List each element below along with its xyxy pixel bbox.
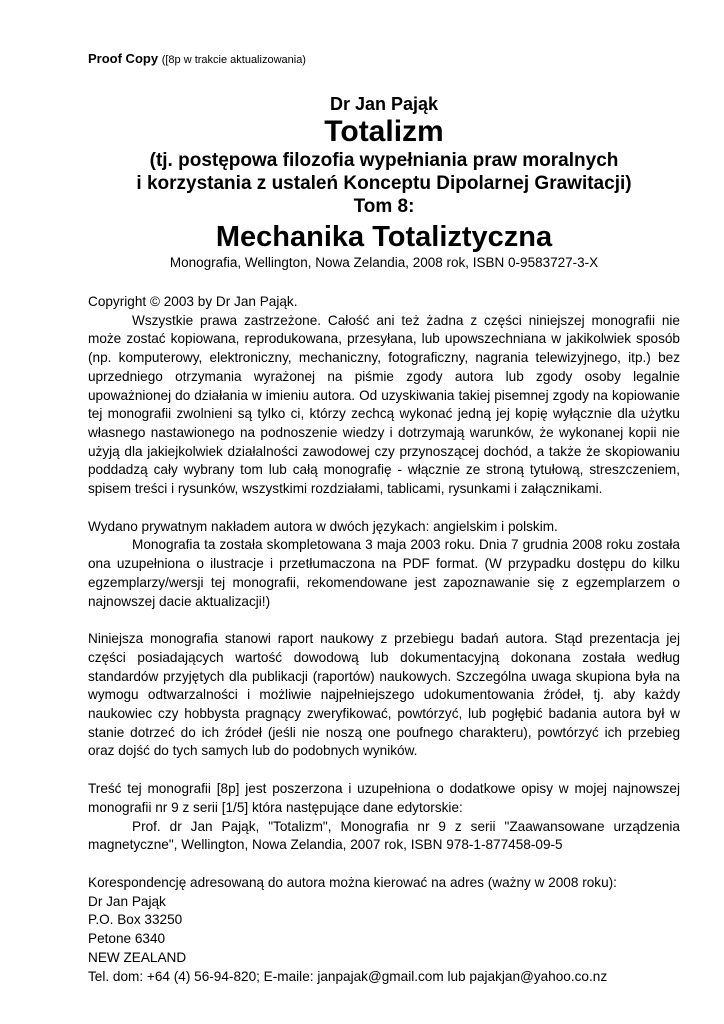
author-name: Dr Jan Pająk bbox=[329, 94, 439, 114]
report-paragraph: Niniejsza monografia stanowi raport naukowy z przebiegu badań autora. Stąd prezentacja jej części posiadających wartość dowodową lub dokumentacyjną dokonana została według standardów przyjętych dla publikacji (raportów) naukowych. Szczególna uwaga skupiona była na wymogu odtwarzalności i możliwie najpełniejszego udokumentowania źródeł, tj. aby każdy naukowiec czy hobbysta pragnący zweryfikować, powtórzyć, lub pogłębić badania autora był w stanie dotrzeć do ich źródeł (jeśli nie noszą one poufnego charakteru), powtórzyć ich przebieg oraz dojść do tych samych lub do podobnych wyników. bbox=[88, 631, 680, 759]
proof-copy-header bbox=[88, 50, 680, 69]
extension-citation: Prof. dr Jan Pająk, "Totalizm", Monografia nr 9 z serii "Zaawansowane urządzenia magnetyczne", Wellington, Nowa Zelandia, 2007 rok, ISBN 978-1-877458-09-5 bbox=[88, 818, 680, 853]
contact-city: Petone 6340 bbox=[88, 931, 166, 947]
publication-info: Monografia, Wellington, Nowa Zelandia, 2008 rok, ISBN 0-9583727-3-X bbox=[169, 255, 599, 270]
main-title: Totalizm bbox=[324, 115, 444, 148]
contact-intro: Korespondencję adresowaną do autora można kierować na adres (ważny w 2008 roku): bbox=[88, 874, 617, 890]
proof-label: Proof Copy bbox=[88, 51, 159, 66]
proof-note: ([8p w trakcie aktualizowania) bbox=[161, 54, 306, 66]
contact-country: NEW ZEALAND bbox=[88, 949, 187, 965]
contact-box: P.O. Box 33250 bbox=[88, 912, 183, 928]
subtitle-line-1: (tj. postępowa filozofia wypełniania praw moralnych bbox=[149, 150, 619, 171]
edition-paragraph: Monografia ta została skompletowana 3 maja 2003 roku. Dnia 7 grudnia 2008 roku została ona uzupełniona o ilustracje i przetłumaczona na PDF format. (W przypadku dostępu do kilku egzemplarzy/wersji tej monografii, rekomendowane jest zapoznawanie się z egzemplarzem o najnowszej dacie aktualizacji!) bbox=[88, 537, 680, 609]
volume-label: Tom 8: bbox=[353, 196, 415, 217]
copyright-paragraph: Wszystkie prawa zastrzeżone. Całość ani też żadna z części niniejszej monografii nie może zostać kopiowana, reprodukowana, przesyłana, lub upowszechniana w jakikolwiek sposób (np. komputerowy, elektroniczny, mechaniczny, fotograficzny, nagrania telewizyjnego, itp.) bez uprzedniego otrzymania wyrażonej na piśmie zgody autora lub zgody osoby legalnie upoważnionej do działania w imieniu autora. Od uzyskiwania takiej pisemnej zgody na kopiowanie tej monografii zwolnieni są tylko ci, którzy zechcą wykonać jedną jej kopię wyłącznie dla użytku własnego nastawionego na podnoszenie wiedzy i dotrzymają warunków, że wykonanej kopii nie użyją dla jakiejkolwiek działalności zawodowej czy przynoszącej dochód, a także że skopiowaniu poddadzą cały wybrany tom lub całą monografię - włącznie ze stroną tytułową, streszczeniem, spisem treści i rysunków, wszystkimi rozdziałami, tablicami, rysunkami i załącznikami. bbox=[88, 312, 680, 497]
edition-line: Wydano prywatnym nakładem autora w dwóch językach: angielskim i polskim. bbox=[88, 518, 558, 534]
contact-phone-email: Tel. dom: +64 (4) 56-94-820; E-maile: janpajak@gmail.com lub pajakjan@yahoo.co.nz bbox=[88, 968, 608, 984]
extension-paragraph: Treść tej monografii [8p] jest poszerzona i uzupełniona o dodatkowe opisy w mojej najnowszej monografii nr 9 z serii [1/5] która następujące dane edytorskie: bbox=[88, 781, 680, 815]
document-page bbox=[88, 50, 680, 986]
volume-title: Mechanika Totaliztyczna bbox=[215, 221, 553, 253]
contact-name: Dr Jan Pająk bbox=[88, 893, 166, 909]
copyright-line: Copyright © 2003 by Dr Jan Pająk. bbox=[88, 294, 298, 309]
subtitle-line-2: i korzystania z ustaleń Konceptu Dipolarnej Grawitacji) bbox=[136, 173, 632, 194]
